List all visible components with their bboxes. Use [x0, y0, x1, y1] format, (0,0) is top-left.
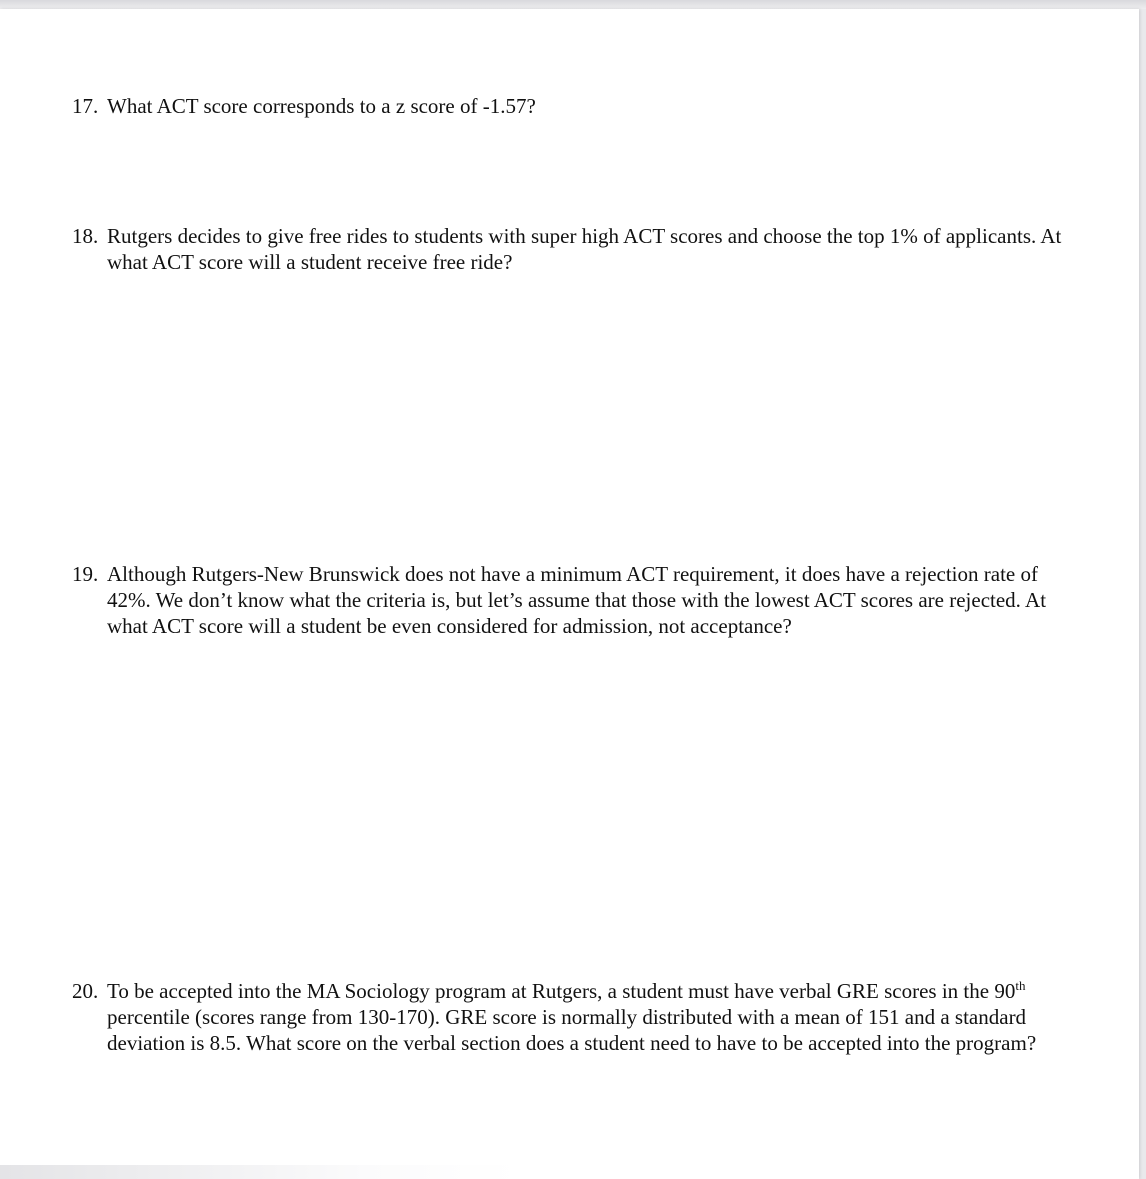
- question-number: 18.: [72, 224, 99, 248]
- question-20: [72, 978, 1082, 1056]
- question-17: [72, 93, 1082, 119]
- question-text: [107, 978, 1082, 1056]
- question-number: 20.: [72, 979, 99, 1003]
- question-number: 19.: [72, 562, 99, 586]
- question-number: 17.: [72, 94, 99, 118]
- question-19: [72, 561, 1082, 639]
- page-bottom-shadow: [0, 1165, 520, 1179]
- question-text-part: To be accepted into the MA Sociology program at Rutgers, a student must have verbal GRE scores in the 90: [107, 979, 1016, 1003]
- question-text: Although Rutgers-New Brunswick does not have a minimum ACT requirement, it does have a rejection rate of 42%. We don’t know what the criteria is, but let’s assume that those with the lowest ACT scores are rejected. At what ACT score will a student be even considered for admission, not acceptance?: [107, 562, 1047, 638]
- question-text: Rutgers decides to give free rides to students with super high ACT scores and choose the top 1% of applicants. At what ACT score will a student receive free ride?: [107, 224, 1062, 274]
- question-text: What ACT score corresponds to a z score of -1.57?: [107, 94, 536, 118]
- ordinal-superscript: th: [1015, 978, 1026, 993]
- question-text-part: percentile (scores range from 130-170). GRE score is normally distributed with a mean of 151 and a standard deviation is 8.5. What score on the verbal section does a student need to have to be accepted into the program?: [107, 1005, 1037, 1055]
- question-18: [72, 223, 1082, 275]
- viewer-top-border: [0, 0, 1146, 9]
- document-page: [0, 9, 1139, 1179]
